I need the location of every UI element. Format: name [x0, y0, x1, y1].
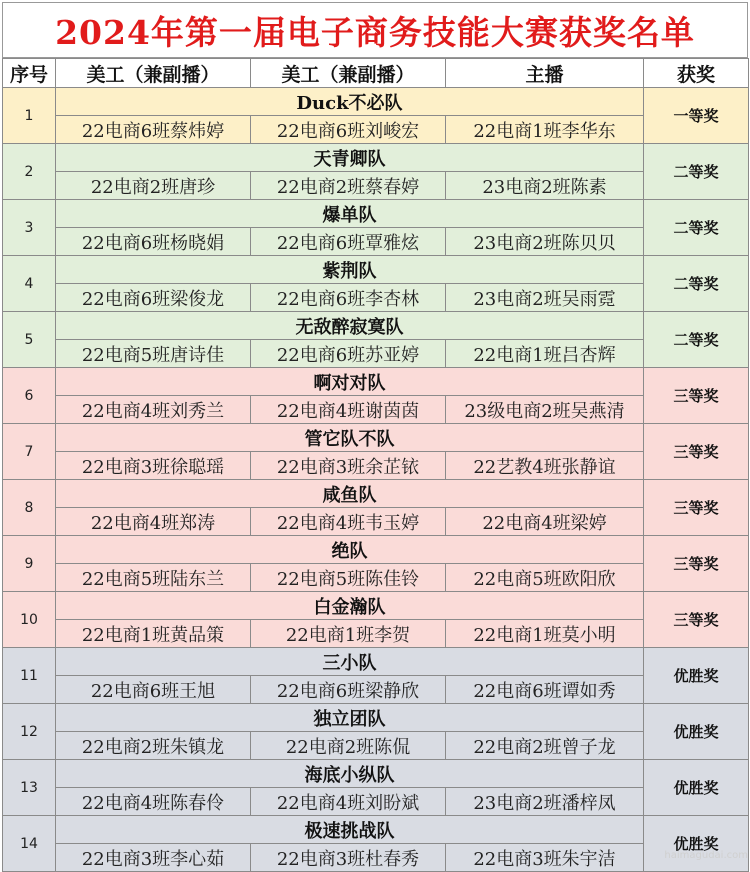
team-name: 极速挑战队: [56, 816, 644, 844]
serial-number: 6: [3, 368, 56, 424]
header-serial: 序号: [3, 59, 56, 88]
member-host: 22电商3班朱宇洁: [446, 844, 644, 872]
team-name: 爆单队: [56, 200, 644, 228]
team-name: 白金瀚队: [56, 592, 644, 620]
member-designer-2: 22电商4班谢茵茵: [251, 396, 446, 424]
member-row: [3, 452, 749, 480]
serial-number: 5: [3, 312, 56, 368]
member-designer-2: 22电商5班陈佳铃: [251, 564, 446, 592]
member-row: [3, 732, 749, 760]
member-host: 22电商4班梁婷: [446, 508, 644, 536]
member-designer-2: 22电商4班韦玉婷: [251, 508, 446, 536]
member-designer-2: 22电商2班陈侃: [251, 732, 446, 760]
team-name: 管它队不队: [56, 424, 644, 452]
member-host: 23级电商2班吴燕清: [446, 396, 644, 424]
team-row: [3, 592, 749, 620]
member-host: 22电商6班谭如秀: [446, 676, 644, 704]
member-host: 23电商2班潘梓凤: [446, 788, 644, 816]
member-host: 23电商2班陈贝贝: [446, 228, 644, 256]
award-level: 二等奖: [644, 200, 749, 256]
team-row: [3, 648, 749, 676]
serial-number: 7: [3, 424, 56, 480]
member-designer-1: 22电商6班王旭: [56, 676, 251, 704]
member-designer-1: 22电商4班刘秀兰: [56, 396, 251, 424]
team-row: [3, 256, 749, 284]
serial-number: 2: [3, 144, 56, 200]
member-host: 22电商5班欧阳欣: [446, 564, 644, 592]
watermark-text: haimagudai.com: [664, 850, 748, 861]
header-award: 获奖: [644, 59, 749, 88]
member-host: 22电商2班曾子龙: [446, 732, 644, 760]
team-row: [3, 200, 749, 228]
team-row: [3, 144, 749, 172]
member-designer-1: 22电商1班黄品策: [56, 620, 251, 648]
page-title: 2024年第一届电子商务技能大赛获奖名单: [2, 2, 748, 58]
header-host: 主播: [446, 59, 644, 88]
member-designer-1: 22电商5班唐诗佳: [56, 340, 251, 368]
table-body: [3, 88, 749, 872]
member-designer-2: 22电商1班李贺: [251, 620, 446, 648]
member-host: 22电商1班莫小明: [446, 620, 644, 648]
member-designer-1: 22电商6班蔡炜婷: [56, 116, 251, 144]
award-table: [2, 58, 749, 872]
award-level: 二等奖: [644, 144, 749, 200]
member-designer-2: 22电商6班梁静欣: [251, 676, 446, 704]
team-row: [3, 704, 749, 732]
award-level: 一等奖: [644, 88, 749, 144]
serial-number: 12: [3, 704, 56, 760]
team-name: 无敌醉寂寞队: [56, 312, 644, 340]
member-host: 23电商2班陈素: [446, 172, 644, 200]
award-level: 优胜奖: [644, 760, 749, 816]
serial-number: 3: [3, 200, 56, 256]
team-name: 咸鱼队: [56, 480, 644, 508]
member-designer-1: 22电商6班梁俊龙: [56, 284, 251, 312]
member-designer-1: 22电商5班陆东兰: [56, 564, 251, 592]
member-row: [3, 620, 749, 648]
serial-number: 14: [3, 816, 56, 872]
header-row: [3, 59, 749, 88]
team-name: 独立团队: [56, 704, 644, 732]
member-designer-2: 22电商6班苏亚婷: [251, 340, 446, 368]
member-designer-2: 22电商4班刘盼斌: [251, 788, 446, 816]
member-row: [3, 340, 749, 368]
award-level: 三等奖: [644, 424, 749, 480]
team-row: [3, 480, 749, 508]
member-host: 23电商2班吴雨霓: [446, 284, 644, 312]
member-designer-2: 22电商6班刘峻宏: [251, 116, 446, 144]
member-host: 22艺教4班张静谊: [446, 452, 644, 480]
team-row: [3, 424, 749, 452]
serial-number: 4: [3, 256, 56, 312]
member-designer-1: 22电商2班朱镇龙: [56, 732, 251, 760]
member-row: [3, 676, 749, 704]
team-row: [3, 536, 749, 564]
award-level: 优胜奖: [644, 704, 749, 760]
award-level: 二等奖: [644, 256, 749, 312]
team-name: 紫荆队: [56, 256, 644, 284]
serial-number: 10: [3, 592, 56, 648]
award-level: 三等奖: [644, 368, 749, 424]
award-level: 优胜奖: [644, 648, 749, 704]
team-name: 天青卿队: [56, 144, 644, 172]
member-designer-1: 22电商6班杨晓娟: [56, 228, 251, 256]
member-designer-1: 22电商3班徐聪瑶: [56, 452, 251, 480]
team-row: [3, 88, 749, 116]
award-level: 三等奖: [644, 480, 749, 536]
member-row: [3, 788, 749, 816]
award-level: 三等奖: [644, 536, 749, 592]
member-row: [3, 396, 749, 424]
team-name: 绝队: [56, 536, 644, 564]
member-row: [3, 228, 749, 256]
member-designer-2: 22电商3班余芷铱: [251, 452, 446, 480]
member-row: [3, 844, 749, 872]
team-row: [3, 312, 749, 340]
team-name: 三小队: [56, 648, 644, 676]
serial-number: 13: [3, 760, 56, 816]
award-level: 三等奖: [644, 592, 749, 648]
team-row: [3, 816, 749, 844]
serial-number: 11: [3, 648, 56, 704]
member-row: [3, 284, 749, 312]
member-row: [3, 508, 749, 536]
team-name: 海底小纵队: [56, 760, 644, 788]
serial-number: 1: [3, 88, 56, 144]
member-designer-2: 22电商3班杜春秀: [251, 844, 446, 872]
member-host: 22电商1班吕杏辉: [446, 340, 644, 368]
award-level: 优胜奖: [644, 816, 749, 872]
header-designer-2: 美工（兼副播）: [251, 59, 446, 88]
header-designer-1: 美工（兼副播）: [56, 59, 251, 88]
member-host: 22电商1班李华东: [446, 116, 644, 144]
member-designer-1: 22电商2班唐珍: [56, 172, 251, 200]
serial-number: 9: [3, 536, 56, 592]
member-designer-1: 22电商4班陈春伶: [56, 788, 251, 816]
member-row: [3, 564, 749, 592]
member-designer-2: 22电商6班李杏林: [251, 284, 446, 312]
award-level: 二等奖: [644, 312, 749, 368]
member-designer-2: 22电商6班覃雅炫: [251, 228, 446, 256]
team-name: Duck不必队: [56, 88, 644, 116]
serial-number: 8: [3, 480, 56, 536]
team-name: 啊对对队: [56, 368, 644, 396]
member-designer-2: 22电商2班蔡春婷: [251, 172, 446, 200]
member-designer-1: 22电商3班李心茹: [56, 844, 251, 872]
member-designer-1: 22电商4班郑涛: [56, 508, 251, 536]
member-row: [3, 172, 749, 200]
member-row: [3, 116, 749, 144]
team-row: [3, 760, 749, 788]
team-row: [3, 368, 749, 396]
